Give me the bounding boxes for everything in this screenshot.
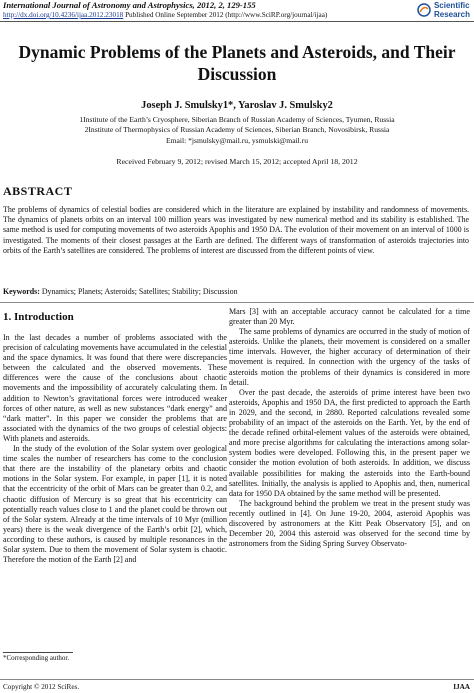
section-heading-introduction: 1. Introduction — [3, 311, 74, 323]
affiliation-2: 2Institute of Thermophysics of Russian Academy of Sciences, Siberian Branch, Novosibirsk, Russia — [84, 125, 390, 134]
publication-info — [3, 11, 327, 19]
publisher-logo — [417, 1, 470, 19]
journal-citation: International Journal of Astronomy and Astrophysics, 2012, 2, 129-155 — [3, 0, 256, 10]
paragraph: The background behind the problem we treat in the present study was recently outlined in [4]. On June 19-20, 2004, asteroid Apophis was discovered by astronomers at the Kitt Peak Observatory [5], and on December 20, 2004 this asteroid was observed for the second time by astronomers from the Siding Spring Survey Observato- — [229, 498, 470, 549]
keywords-list: Dynamics; Planets; Asteroids; Satellites; Stability; Discussion — [41, 287, 238, 296]
paper-authors: Joseph J. Smulsky1*, Yaroslav J. Smulsky2 — [141, 100, 333, 111]
keywords-label: Keywords: — [3, 287, 40, 296]
keywords — [3, 287, 469, 296]
footer-copyright: Copyright © 2012 SciRes. — [3, 683, 80, 691]
paragraph: Mars [3] with an acceptable accuracy cannot be calculated for a time greater than 20 Myr. — [229, 307, 470, 327]
abstract-heading: ABSTRACT — [3, 184, 73, 198]
published-online-text: Published Online September 2012 (http://www.SciRP.org/journal/ijaa) — [125, 11, 328, 19]
footer-journal: IJAA — [453, 683, 470, 691]
left-column — [3, 333, 227, 565]
affiliation-1: 1Institute of the Earth’s Cryosphere, Siberian Branch of Russian Academy of Sciences, Tyumen, Russia — [79, 115, 395, 124]
abstract-divider — [0, 302, 474, 303]
right-column — [229, 307, 470, 549]
paragraph: In the last decades a number of problems associated with the precision of calculating movements have accumulated in the celestial and the space dynamics. It was found that there were discrepancies between the calculated and the observed movements. These differences were the cause of the conclusions about chaotic movements and the impossibility of accurately calculating them. In addition to Newton’s gravitational forces were introduced weaker forces of other nature, as well as new substances “dark energy” and “dark matter”. In this paper we consider the problems that are associated with the dynamics of the two groups of celestial objects: With planets and asteroids. — [3, 333, 227, 443]
paper-title: Dynamic Problems of the Planets and Asteroids, and Their Discussion — [18, 42, 456, 84]
paragraph: The same problems of dynamics are occurred in the study of motion of asteroids. Unlike the planets, their movement is considered on a smaller time intervals. However, the higher accuracy of determination of their movement is required. In connection with the urgency of the tasks of asteroids motion the problems of their dynamics is considered in more detail. — [229, 327, 470, 387]
doi-link[interactable]: http://dx.doi.org/10.4236/ijaa.2012.23018 — [3, 11, 124, 19]
publisher-logo-icon — [417, 3, 431, 17]
author-email: Email: *jsmulsky@mail.ru, ysmulski@mail.ru — [165, 136, 309, 145]
footer-divider — [0, 679, 474, 680]
logo-text-line1: Scientific — [433, 1, 470, 10]
logo-text-line2: Research — [433, 10, 470, 19]
abstract-text: The problems of dynamics of celestial bodies are considered which in the literature are explained by instability and randomness of movements. The dynamics of planets orbits on an interval 100 million years was investigated by new numerical method and its stability is established. The same method is used for computing movements of two asteroids Apophis and 1950 DA. The evolution of their movement on an interval of 1000 is investigated. The moments of their closest passages at the Earth are defined. The different ways of transformation of asteroids trajectories into orbits of the Earth’s satellites are considered. The problems of interest are discussed from the different points of view. — [3, 205, 469, 255]
paragraph: Over the past decade, the asteroids of prime interest have been two asteroids, Apophis and 1950 DA, the first predicted to approach the Earth in 2029, and the second, in 2880. Reported calculations revealed some probability of an impact of the asteroids on the Earth. Yet, by the end of the decade refined orbital-element values of the asteroids were obtained, and more precise algorithms for calculating the interactions among solar-system bodies were developed. Following this, in the present paper we consider the motion evolution of both asteroids. In addition, we discuss available possibilities for making the asteroids into the Earth-bound satellites. Initially, the analysis is applied to Apophis and, then, numerical data for 1950 DA obtained by the same method will be presented. — [229, 387, 470, 498]
paragraph: In the study of the evolution of the Solar system over geological time scales the number of researchers has come to the conclusion that there are the instability of the planetary orbits and chaotic motions in the Solar system. For example, in paper [1], it is noted that the eccentricity of the orbit of Mars can be greater than 0.2, and chaotic diffusion of Mercury is so great that his eccentricity can potentially reach values close to 1 and the planet could be thrown out of the Solar system. Already at the time intervals of 10 Myr (million years) there is the weak divergence of the Earth’s orbit [2], which, according to these authors, is caused by multiple resonances in the Solar system. Due to them the movement of Solar system is chaotic. Therefore the motion of the Earth [2] and — [3, 444, 227, 565]
received-dates: Received February 9, 2012; revised March 15, 2012; accepted April 18, 2012 — [116, 157, 358, 166]
header-divider — [0, 21, 474, 22]
footnote-divider — [3, 652, 73, 653]
footnote: *Corresponding author. — [3, 654, 70, 662]
